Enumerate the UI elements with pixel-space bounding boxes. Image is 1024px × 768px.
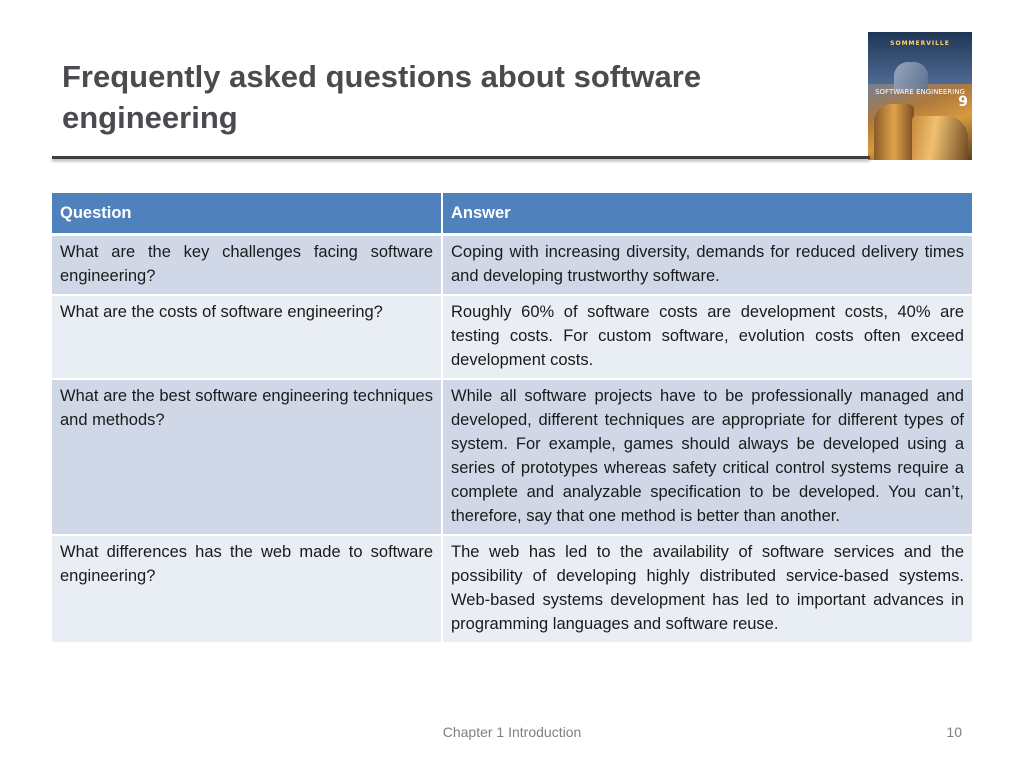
book-cover-title: SOFTWARE ENGINEERING: [875, 88, 965, 96]
answer-cell: The web has led to the availability of software services and the possibility of developing highly distributed service-based systems. Web-based systems development has led to important advances in programming languages and software reuse.: [442, 535, 972, 643]
book-cover-building: [874, 104, 914, 160]
table-row: [52, 295, 972, 379]
answer-cell: While all software projects have to be professionally managed and developed, different techniques are appropriate for different types of system. For example, games should always be developed using a series of prototypes whereas safety critical control systems require a complete and analyzable specification to be developed. You can’t, therefore, say that one method is better than another.: [442, 379, 972, 535]
book-cover-image: [868, 32, 972, 160]
column-header-answer: Answer: [442, 193, 972, 235]
table-header-row: [52, 193, 972, 235]
book-cover-building: [912, 116, 968, 160]
column-header-question: Question: [52, 193, 442, 235]
book-cover-author: SOMMERVILLE: [890, 40, 950, 47]
question-cell: What are the best software engineering techniques and methods?: [52, 379, 442, 535]
faq-table: [52, 193, 972, 644]
footer-chapter-label: Chapter 1 Introduction: [442, 724, 582, 740]
table-row: [52, 535, 972, 643]
footer-page-number: 10: [946, 724, 962, 740]
answer-cell: Coping with increasing diversity, demands for reduced delivery times and developing trustworthy software.: [442, 235, 972, 296]
title-divider: [52, 156, 870, 159]
answer-cell: Roughly 60% of software costs are development costs, 40% are testing costs. For custom software, evolution costs often exceed development costs.: [442, 295, 972, 379]
question-cell: What differences has the web made to software engineering?: [52, 535, 442, 643]
question-cell: What are the costs of software engineering?: [52, 295, 442, 379]
table-row: [52, 235, 972, 296]
question-cell: What are the key challenges facing software engineering?: [52, 235, 442, 296]
slide-title: Frequently asked questions about software engineering: [62, 59, 702, 135]
book-cover-edition: 9: [958, 94, 968, 110]
table-row: [52, 379, 972, 535]
